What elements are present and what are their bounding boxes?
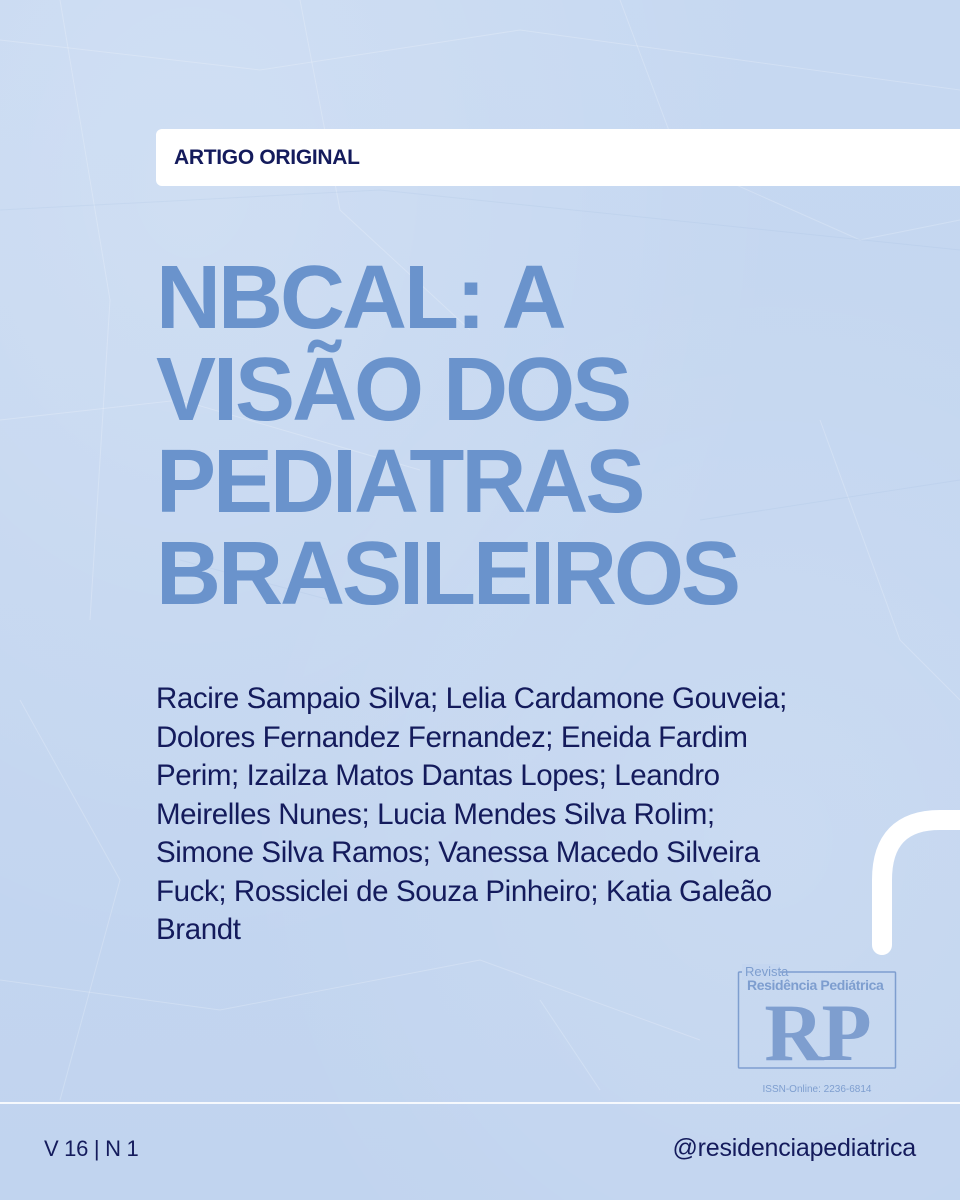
volume-issue: V 16 | N 1 <box>44 1136 139 1161</box>
logo-issn: ISSN-Online: 2236-6814 <box>762 1084 872 1095</box>
arc-ornament <box>860 780 960 970</box>
category-label: ARTIGO ORIGINAL <box>174 145 360 169</box>
article-title <box>156 248 896 624</box>
social-handle: @residenciapediatrica <box>672 1134 916 1162</box>
title-line: VISÃO DOS <box>156 340 630 440</box>
footer-divider <box>0 1102 960 1104</box>
logo-monogram: RP <box>764 987 870 1078</box>
title-line: BRASILEIROS <box>156 524 739 624</box>
title-line: NBCAL: A <box>156 248 564 348</box>
author-list: Racire Sampaio Silva; Lelia Cardamone Gouveia; Dolores Fernandez Fernandez; Eneida Fardim Perim; Izailza Matos Dantas Lopes; Leandro Meirelles Nunes; Lucia Mendes Silva Rolim; Simone Silva Ramos; Vanessa Macedo Silveira Fuck; Rossiclei de Souza Pinheiro; Katia Galeão Brandt <box>156 682 787 946</box>
logo-name: Residência Pediátrica <box>747 977 884 993</box>
title-line: PEDIATRAS <box>156 432 643 532</box>
category-bar <box>156 129 960 186</box>
journal-logo <box>737 962 897 1098</box>
logo-top-line: Revista <box>745 964 789 979</box>
